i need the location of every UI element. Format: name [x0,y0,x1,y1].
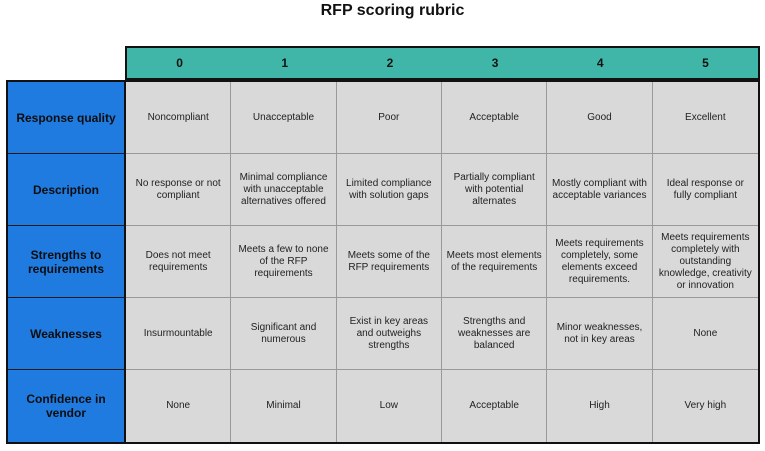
table-cell: Acceptable [442,370,547,442]
table-cell: Unacceptable [231,82,336,154]
row-header-strengths: Strengths to requirements [8,226,126,298]
table-cell: High [547,370,652,442]
table-cell: Significant and numerous [231,298,336,370]
table-cell: Limited compliance with solution gaps [337,154,442,226]
table-cell: Meets requirements completely, some elements exceed requirements. [547,226,652,298]
table-cell: None [126,370,231,442]
rubric-table [6,80,760,444]
score-header-0: 0 [176,56,183,70]
table-cell: Meets a few to none of the RFP requirements [231,226,336,298]
table-cell: Low [337,370,442,442]
table-cell: Good [547,82,652,154]
table-cell: Meets requirements completely with outstanding knowledge, creativity or innovation [653,226,758,298]
score-header-1: 1 [281,56,289,70]
page-title: RFP scoring rubric [320,2,465,19]
score-header-5: 5 [702,56,709,70]
table-cell: Partially compliant with potential alternates [442,154,547,226]
score-header-3: 3 [491,56,499,70]
table-cell: Insurmountable [126,298,231,370]
table-cell: Meets some of the RFP requirements [337,226,442,298]
table-cell: Minimal compliance with unacceptable alternatives offered [231,154,336,226]
table-cell: Meets most elements of the requirements [442,226,547,298]
row-header-confidence: Confidence in vendor [8,370,126,442]
table-cell: Exist in key areas and outweighs strengths [337,298,442,370]
score-header-row [125,46,760,80]
table-cell: Minimal [231,370,336,442]
table-cell: None [653,298,758,370]
table-cell: Minor weaknesses, not in key areas [547,298,652,370]
table-cell: No response or not compliant [126,154,231,226]
table-cell: Excellent [653,82,758,154]
score-header-4: 4 [596,56,604,70]
table-cell: Poor [337,82,442,154]
table-cell: Strengths and weaknesses are balanced [442,298,547,370]
table-cell: Mostly compliant with acceptable variances [547,154,652,226]
row-header-weaknesses: Weaknesses [8,298,126,370]
table-cell: Noncompliant [126,82,231,154]
table-cell: Acceptable [442,82,547,154]
row-header-response-quality: Response quality [8,82,126,154]
row-header-description: Description [8,154,126,226]
table-cell: Very high [653,370,758,442]
score-header-2: 2 [386,56,394,70]
table-cell: Ideal response or fully compliant [653,154,758,226]
table-cell: Does not meet requirements [126,226,231,298]
